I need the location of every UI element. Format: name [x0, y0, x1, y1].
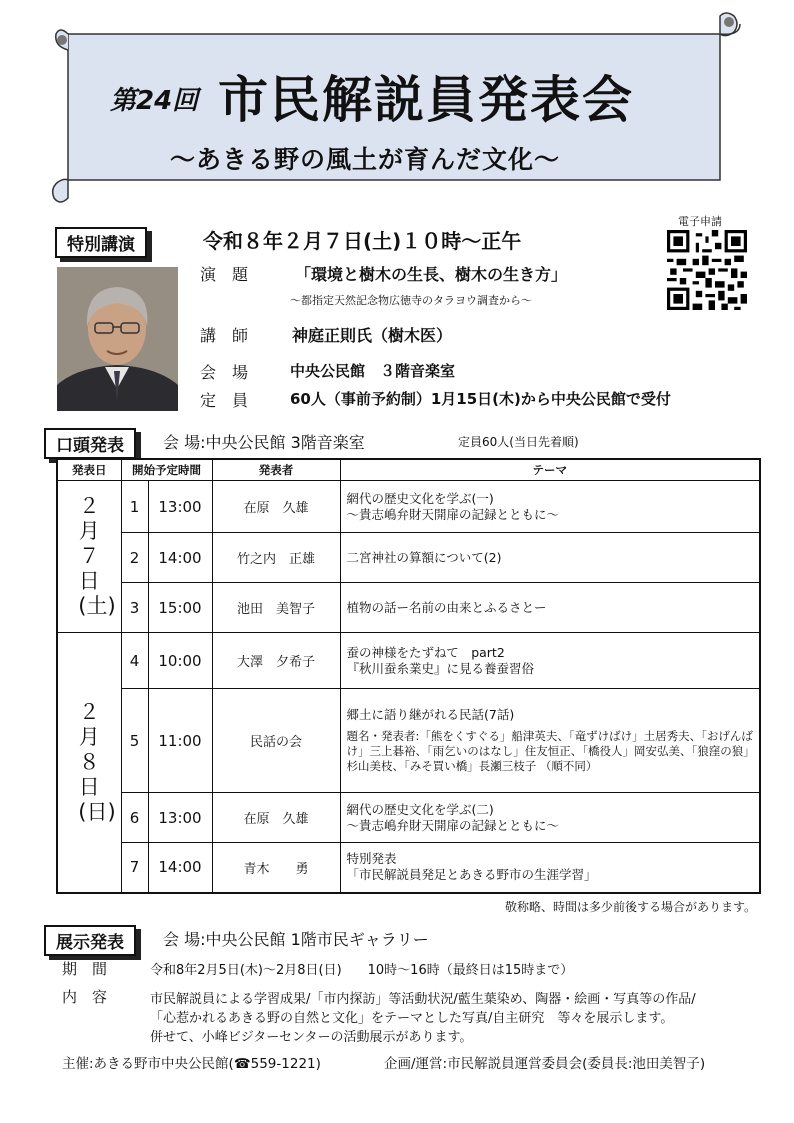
theme-line: 郷土に語り継がれる民話(7話): [346, 707, 515, 722]
lecturer-photo: [57, 267, 178, 411]
period-key: 期 間: [62, 960, 108, 978]
content-line: 市民解説員による学習成果/「市内探訪」等活動状況/藍生葉染め、陶器・絵画・写真等の作品/: [150, 992, 696, 1007]
lecture-datetime: 令和８年２月７日(土)１０時〜正午: [203, 229, 522, 253]
row-number: 4: [121, 633, 148, 689]
oral-label: 口頭発表: [44, 428, 136, 459]
row-number: 1: [121, 481, 148, 533]
header-date: 発表日: [57, 459, 121, 481]
row-presenter: 大澤 夕希子: [212, 633, 340, 689]
row-presenter: 青木 勇: [212, 843, 340, 893]
theme-line: 網代の歴史文化を学ぶ(二): [346, 801, 494, 817]
row-time: 13:00: [148, 481, 212, 533]
lecturer-key: 講 師: [200, 326, 249, 345]
row-time: 11:00: [148, 689, 212, 793]
row-theme: [340, 633, 760, 689]
row-theme: [340, 583, 760, 633]
table-row: [57, 583, 760, 633]
theme-line: 『秋川蚕糸業史』に見る養蚕習俗: [346, 660, 535, 676]
row-time: 14:00: [148, 843, 212, 893]
header-time: 開始予定時間: [121, 459, 212, 481]
table-row: [57, 843, 760, 893]
lecture-title: 「環境と樹木の生長、樹木の生き方」: [295, 265, 568, 284]
lecture-capacity: 60人（事前予約制）1月15日(木)から中央公民館で受付: [290, 390, 671, 408]
row-number: 7: [121, 843, 148, 893]
row-theme: [340, 843, 760, 893]
operator: 企画/運営:市民解説員運営委員会(委員長:池田美智子): [384, 1056, 706, 1072]
oral-venue: 会 場:中央公民館 3階音楽室: [163, 433, 365, 452]
theme-line: 「市民解説員発足とあきる野市の生涯学習」: [346, 867, 597, 883]
venue-key: 会 場: [200, 363, 249, 382]
capacity-key: 定 員: [200, 391, 249, 410]
theme-line: 蚕の神様をたずねて part2: [346, 644, 505, 660]
header-theme: テーマ: [340, 459, 760, 481]
content-block: [150, 990, 750, 1047]
table-row: [57, 633, 760, 689]
table-row: [57, 689, 760, 793]
row-time: 14:00: [148, 533, 212, 583]
lecture-venue: 中央公民館 ３階音楽室: [290, 362, 456, 380]
theme-line: 〜貴志嶋弁財天開扉の記録とともに〜: [346, 506, 560, 522]
table-row: [57, 533, 760, 583]
theme-line: 題名・発表者:「熊をくすぐる」船津英夫、「竜ずけばけ」土居秀夫、「おげんばけ」三上碁裕、「雨乞いのはなし」住友恒正、「橋役人」岡安弘美、「狼窪の狼」杉山美枝、「みそ買い橋」長瀬三枝子 （順不同）: [346, 729, 753, 773]
lecture-subtitle: 〜都指定天然記念物広徳寺のタラヨウ調査から〜: [290, 294, 532, 307]
day2-label: ２月８日(日): [78, 699, 116, 824]
period-value: 令和8年2月5日(木)〜2月8日(日) 10時〜16時（最終日は15時まで）: [150, 963, 574, 978]
edition-label: 第24回: [110, 86, 199, 116]
row-number: 5: [121, 689, 148, 793]
table-header-row: [57, 459, 760, 481]
exhibit-venue: 会 場:中央公民館 1階市民ギャラリー: [163, 930, 429, 949]
row-theme: [340, 533, 760, 583]
row-presenter: 竹之内 正雄: [212, 533, 340, 583]
row-time: 10:00: [148, 633, 212, 689]
exhibit-label: 展示発表: [44, 925, 136, 956]
theme-line: 植物の話ー名前の由来とふるさとー: [346, 599, 547, 615]
row-number: 2: [121, 533, 148, 583]
theme-line: 特別発表: [346, 851, 397, 867]
table-row: [57, 481, 760, 533]
table-row: [57, 793, 760, 843]
content-line: 「心惹かれるあきる野の自然と文化」をテーマとした写真/自主研究 等々を展示します。: [150, 1011, 674, 1026]
content-key: 内 容: [62, 988, 108, 1006]
row-number: 3: [121, 583, 148, 633]
row-presenter: 池田 美智子: [212, 583, 340, 633]
theme-line: 二宮神社の算額について(2): [346, 549, 502, 565]
row-presenter: 民話の会: [212, 689, 340, 793]
row-presenter: 在原 久雄: [212, 793, 340, 843]
e-apply-label: 電子申請: [678, 215, 722, 228]
theme-line: 網代の歴史文化を学ぶ(一): [346, 490, 494, 506]
schedule-table: [56, 458, 761, 894]
page-title: 市民解説員発表会: [218, 71, 634, 129]
content-line: 併せて、小峰ビジターセンターの活動展示があります。: [150, 1030, 473, 1045]
day1-label: ２月７日(土): [78, 494, 116, 618]
row-presenter: 在原 久雄: [212, 481, 340, 533]
row-number: 6: [121, 793, 148, 843]
page-subtitle: 〜あきる野の風土が育んだ文化〜: [170, 145, 561, 174]
header-presenter: 発表者: [212, 459, 340, 481]
oral-capacity: 定員60人(当日先着順): [458, 435, 579, 449]
qr-code-icon[interactable]: [667, 230, 747, 310]
table-footnote: 敬称略、時間は多少前後する場合があります。: [504, 900, 756, 914]
row-theme: [340, 793, 760, 843]
theme-line: 〜貴志嶋弁財天開扉の記録とともに〜: [346, 817, 560, 833]
day2-cell: [57, 633, 121, 893]
organizer: 主催:あきる野市中央公民館(☎559-1221): [62, 1056, 321, 1072]
row-theme: [340, 481, 760, 533]
row-time: 13:00: [148, 793, 212, 843]
row-time: 15:00: [148, 583, 212, 633]
row-theme: [340, 689, 760, 793]
special-lecture-label: 特別講演: [55, 227, 147, 258]
lecturer-name: 神庭正則氏（樹木医）: [292, 326, 453, 345]
day1-cell: [57, 481, 121, 633]
lecture-title-key: 演 題: [200, 265, 249, 284]
